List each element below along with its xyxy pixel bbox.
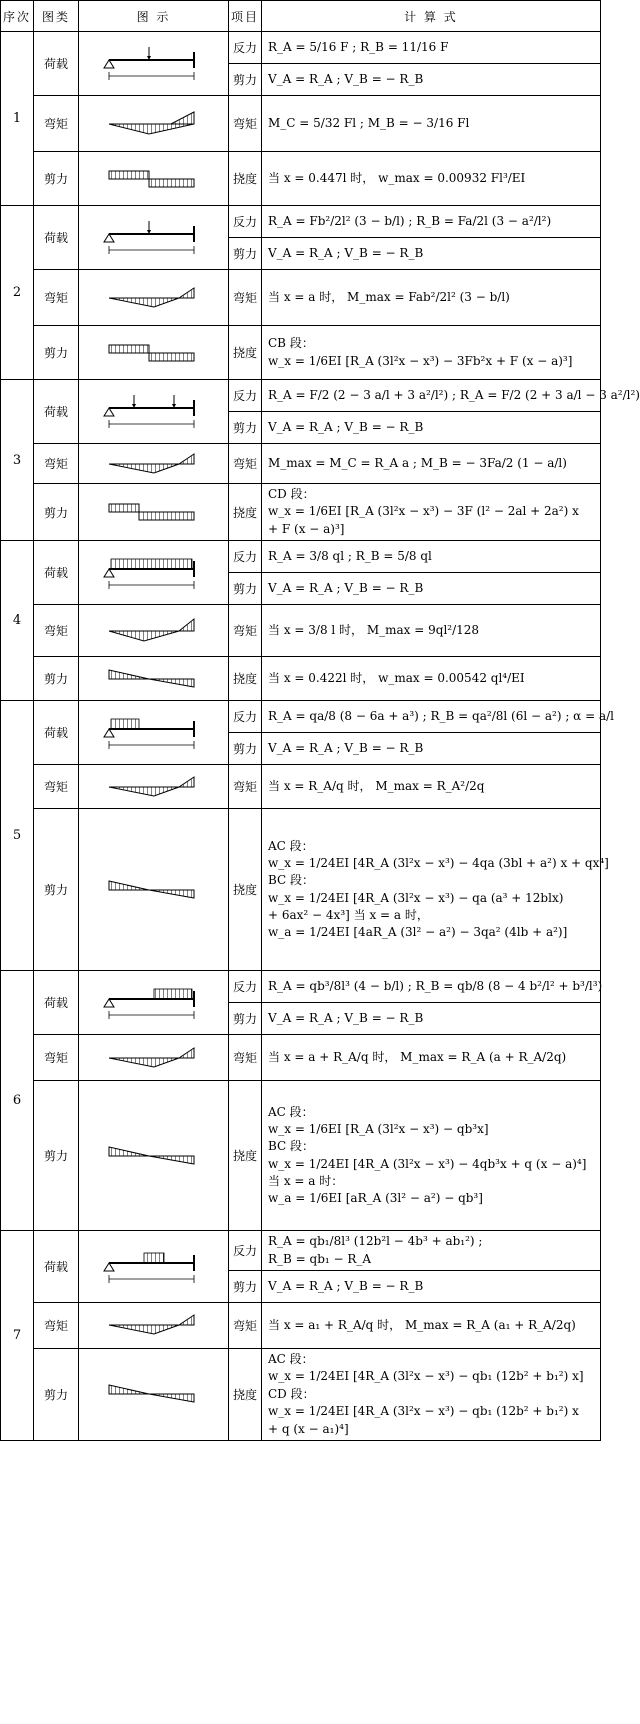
formula-cell	[262, 412, 601, 444]
load-diagram	[99, 555, 209, 591]
diagram-cell	[79, 326, 229, 380]
header-category: 图类	[34, 1, 79, 32]
header-seq: 序次	[1, 1, 34, 32]
table-row	[1, 380, 601, 412]
table-row	[1, 1348, 601, 1440]
shear-diagram	[99, 1376, 209, 1412]
pin-support-icon	[104, 999, 114, 1007]
formula-cell	[262, 206, 601, 238]
diagram-cell	[79, 1348, 229, 1440]
formula-line: R_A = F/2 (2 − 3 a/l + 3 a²/l²) ; R_A = F/2 (2 + 3 a/l − 3 a²/l²)	[268, 387, 640, 402]
item-label: 弯矩	[229, 765, 262, 809]
formula-line: + F (x − a)³]	[268, 521, 345, 536]
table-row	[1, 657, 601, 701]
formula-cell	[262, 701, 614, 733]
formula-cell	[262, 733, 601, 765]
formula-cell	[262, 1270, 601, 1302]
item-label: 反力	[229, 380, 262, 412]
item-label: 挠度	[229, 1348, 262, 1440]
shear-negative-block	[139, 512, 194, 520]
formula-cell	[262, 484, 601, 541]
pin-support-icon	[104, 408, 114, 416]
formula-line: V_A = R_A ; V_B = − R_B	[268, 1278, 424, 1293]
formula-cell	[262, 573, 601, 605]
diagram-category: 荷载	[34, 206, 79, 270]
diagram-category: 剪力	[34, 152, 79, 206]
diagram-category: 荷载	[34, 541, 79, 605]
formula-cell	[262, 270, 601, 326]
item-label: 反力	[229, 1231, 262, 1271]
table-row	[1, 270, 601, 326]
case-number: 4	[1, 541, 34, 701]
formula-cell	[262, 444, 601, 484]
formula-line: 当 x = a + R_A/q 时， M_max = R_A (a + R_A/2q)	[268, 1049, 567, 1064]
item-label: 剪力	[229, 733, 262, 765]
formula-line: + q (x − a₁)⁴]	[268, 1421, 349, 1436]
item-label: 反力	[229, 206, 262, 238]
shear-negative-block	[149, 179, 194, 187]
formula-line: 当 x = a₁ + R_A/q 时， M_max = R_A (a₁ + R_A/2q)	[268, 1317, 576, 1332]
table-row	[1, 605, 601, 657]
distributed-load	[111, 719, 139, 729]
formula-cell	[262, 1348, 601, 1440]
diagram-cell	[79, 444, 229, 484]
table-row	[1, 541, 601, 573]
formula-line: CD 段：	[268, 487, 315, 501]
formula-line: 当 x = 0.422l 时， w_max = 0.00542 ql⁴/EI	[268, 670, 525, 685]
table-row	[1, 326, 601, 380]
table-row	[1, 701, 601, 733]
distributed-load	[154, 989, 192, 999]
diagram-cell	[79, 1302, 229, 1348]
formula-cell	[262, 238, 601, 270]
pin-support-icon	[104, 569, 114, 577]
formula-line: w_x = 1/6EI [R_A (3l²x − x³) − 3Fb²x + F (x − a)³]	[268, 353, 573, 368]
table-row	[1, 444, 601, 484]
table-row	[1, 1035, 601, 1081]
formula-line: w_x = 1/24EI [4R_A (3l²x − x³) − qb₁ (12b² + b₁²) x	[268, 1404, 579, 1419]
shear-diagram	[99, 872, 209, 908]
table-row	[1, 96, 601, 152]
table-row	[1, 765, 601, 809]
formula-line: M_max = M_C = R_A a ; M_B = − 3Fa/2 (1 − a/l)	[268, 455, 567, 470]
item-label: 挠度	[229, 326, 262, 380]
diagram-cell	[79, 1035, 229, 1081]
diagram-cell	[79, 971, 229, 1035]
pin-support-icon	[104, 60, 114, 68]
diagram-category: 荷载	[34, 971, 79, 1035]
pin-support-icon	[104, 729, 114, 737]
shear-positive-block	[109, 504, 139, 512]
header-item: 项目	[229, 1, 262, 32]
shear-diagram-shape	[109, 670, 194, 687]
diagram-cell	[79, 484, 229, 541]
item-label: 弯矩	[229, 270, 262, 326]
formula-line: R_A = Fb²/2l² (3 − b/l) ; R_B = Fa/2l (3 − a²/l²)	[268, 213, 552, 228]
item-label: 剪力	[229, 238, 262, 270]
formula-line: AC 段：	[268, 838, 314, 853]
item-label: 剪力	[229, 1270, 262, 1302]
table-row	[1, 152, 601, 206]
item-label: 挠度	[229, 809, 262, 971]
diagram-category: 荷载	[34, 1231, 79, 1303]
item-label: 反力	[229, 541, 262, 573]
formula-line: R_A = qb₁/8l³ (12b²l − 4b³ + ab₁²) ;	[268, 1234, 483, 1249]
shear-diagram	[99, 161, 209, 197]
item-label: 挠度	[229, 1081, 262, 1231]
item-label: 剪力	[229, 573, 262, 605]
formula-cell	[262, 1302, 601, 1348]
formula-cell	[262, 1035, 601, 1081]
diagram-cell	[79, 270, 229, 326]
diagram-category: 弯矩	[34, 1302, 79, 1348]
diagram-category: 弯矩	[34, 444, 79, 484]
item-label: 剪力	[229, 64, 262, 96]
shear-positive-block	[109, 345, 149, 353]
distributed-load	[144, 1253, 164, 1263]
moment-diagram	[99, 1040, 209, 1076]
table-body	[1, 32, 640, 1441]
formula-line: + 6ax² − 4x³] 当 x = a 时，	[268, 908, 429, 923]
diagram-category: 剪力	[34, 657, 79, 701]
item-label: 弯矩	[229, 605, 262, 657]
formula-line: w_a = 1/6EI [aR_A (3l² − a²) − qb³]	[268, 1191, 483, 1206]
formula-line: w_x = 1/24EI [4R_A (3l²x − x³) − 4qa (3bl + a²) x + qx⁴]	[268, 855, 609, 870]
formula-cell	[262, 152, 601, 206]
shear-diagram-shape	[109, 1147, 194, 1164]
moment-diagram	[99, 613, 209, 649]
moment-diagram	[99, 1307, 209, 1343]
case-number: 2	[1, 206, 34, 380]
item-label: 弯矩	[229, 444, 262, 484]
formula-line: w_x = 1/24EI [4R_A (3l²x − x³) − qb₁ (12b² + b₁²) x]	[268, 1369, 584, 1384]
diagram-cell	[79, 206, 229, 270]
item-label: 反力	[229, 971, 262, 1003]
formula-line: w_a = 1/24EI [4aR_A (3l² − a²) − 3qa² (4lb + a²)]	[268, 925, 568, 940]
formula-cell	[262, 380, 640, 412]
diagram-cell	[79, 701, 229, 765]
shear-diagram	[99, 661, 209, 697]
item-label: 反力	[229, 32, 262, 64]
moment-curve	[109, 288, 194, 307]
moment-curve	[109, 112, 194, 134]
shear-diagram	[99, 1138, 209, 1174]
diagram-cell	[79, 1231, 229, 1303]
moment-curve	[109, 1315, 194, 1334]
table-row	[1, 1081, 601, 1231]
formula-line: V_A = R_A ; V_B = − R_B	[268, 580, 424, 595]
formula-cell	[262, 809, 609, 971]
moment-curve	[109, 1048, 194, 1067]
formula-line: BC 段：	[268, 873, 315, 888]
table-row	[1, 32, 601, 64]
formula-line: 当 x = R_A/q 时， M_max = R_A²/2q	[268, 778, 485, 793]
formula-line: BC 段：	[268, 1139, 315, 1154]
load-diagram	[99, 394, 209, 430]
item-label: 挠度	[229, 152, 262, 206]
moment-diagram	[99, 280, 209, 316]
formula-cell	[262, 326, 601, 380]
shear-diagram-shape	[109, 1385, 194, 1402]
formula-line: w_x = 1/6EI [R_A (3l²x − x³) − 3F (l² − 2al + 2a²) x	[268, 504, 579, 519]
moment-curve	[109, 777, 194, 796]
formula-line: R_A = 5/16 F ; R_B = 11/16 F	[268, 39, 449, 54]
item-label: 弯矩	[229, 1302, 262, 1348]
formula-line: V_A = R_A ; V_B = − R_B	[268, 245, 424, 260]
case-number: 7	[1, 1231, 34, 1441]
table-row	[1, 809, 601, 971]
formula-line: w_x = 1/24EI [4R_A (3l²x − x³) − qa (a³ + 12blx)	[268, 890, 564, 905]
formula-line: AC 段：	[268, 1104, 314, 1119]
formula-cell	[262, 96, 601, 152]
diagram-category: 剪力	[34, 1081, 79, 1231]
diagram-cell	[79, 541, 229, 605]
diagram-cell	[79, 380, 229, 444]
table-header-row	[1, 1, 601, 32]
formula-line: V_A = R_A ; V_B = − R_B	[268, 419, 424, 434]
item-label: 挠度	[229, 657, 262, 701]
diagram-category: 剪力	[34, 1348, 79, 1440]
formula-cell	[262, 64, 601, 96]
diagram-cell	[79, 32, 229, 96]
formula-line: R_B = qb₁ − R_A	[268, 1251, 372, 1266]
shear-negative-block	[149, 353, 194, 361]
formula-cell	[262, 1081, 601, 1231]
formula-line: V_A = R_A ; V_B = − R_B	[268, 71, 424, 86]
shear-diagram-shape	[109, 881, 194, 898]
diagram-category: 弯矩	[34, 96, 79, 152]
moment-diagram	[99, 769, 209, 805]
formula-line: R_A = qb³/8l³ (4 − b/l) ; R_B = qb/8 (8 − 4 b²/l² + b³/l³)	[268, 978, 603, 993]
load-diagram	[99, 985, 209, 1021]
formula-line: 当 x = a 时， M_max = Fab²/2l² (3 − b/l)	[268, 289, 510, 304]
diagram-category: 剪力	[34, 326, 79, 380]
table-row	[1, 1231, 601, 1271]
shear-diagram	[99, 335, 209, 371]
formula-cell	[262, 765, 601, 809]
formula-line: 当 x = 0.447l 时， w_max = 0.00932 Fl³/EI	[268, 170, 526, 185]
formula-line: R_A = qa/8 (8 − 6a + a³) ; R_B = qa²/8l (6l − a²) ; α = a/l	[268, 708, 614, 723]
formula-line: V_A = R_A ; V_B = − R_B	[268, 740, 424, 755]
formula-line: CB 段：	[268, 336, 314, 351]
formula-cell	[262, 605, 601, 657]
header-formula: 计 算 式	[262, 1, 601, 32]
diagram-category: 弯矩	[34, 1035, 79, 1081]
case-number: 5	[1, 701, 34, 971]
diagram-category: 弯矩	[34, 605, 79, 657]
diagram-cell	[79, 765, 229, 809]
diagram-category: 弯矩	[34, 765, 79, 809]
diagram-category: 弯矩	[34, 270, 79, 326]
diagram-cell	[79, 605, 229, 657]
table-row	[1, 484, 601, 541]
moment-diagram	[99, 446, 209, 482]
item-label: 剪力	[229, 1003, 262, 1035]
diagram-category: 荷载	[34, 380, 79, 444]
formula-cell	[262, 1231, 601, 1271]
table-row	[1, 971, 601, 1003]
formula-line: 当 x = 3/8 l 时， M_max = 9ql²/128	[268, 622, 480, 637]
load-diagram	[99, 46, 209, 82]
moment-diagram	[99, 106, 209, 142]
diagram-cell	[79, 1081, 229, 1231]
diagram-category: 荷载	[34, 32, 79, 96]
moment-curve	[109, 619, 194, 641]
formula-line: M_C = 5/32 Fl ; M_B = − 3/16 Fl	[268, 115, 470, 130]
diagram-cell	[79, 96, 229, 152]
diagram-cell	[79, 152, 229, 206]
load-diagram	[99, 715, 209, 751]
load-diagram	[99, 1249, 209, 1285]
shear-positive-block	[109, 171, 149, 179]
shear-diagram	[99, 494, 209, 530]
diagram-category: 剪力	[34, 484, 79, 541]
formula-cell	[262, 32, 601, 64]
diagram-cell	[79, 809, 229, 971]
item-label: 剪力	[229, 412, 262, 444]
formula-cell	[262, 541, 601, 573]
case-number: 3	[1, 380, 34, 541]
item-label: 弯矩	[229, 96, 262, 152]
formula-cell	[262, 971, 601, 1003]
formula-cell	[262, 1003, 601, 1035]
formula-line: w_x = 1/24EI [4R_A (3l²x − x³) − 4qb³x + q (x − a)⁴]	[268, 1156, 587, 1171]
formula-line: R_A = 3/8 ql ; R_B = 5/8 ql	[268, 548, 432, 563]
case-number: 1	[1, 32, 34, 206]
diagram-category: 荷载	[34, 701, 79, 765]
formula-line: CD 段：	[268, 1386, 315, 1401]
pin-support-icon	[104, 234, 114, 242]
formula-line: V_A = R_A ; V_B = − R_B	[268, 1010, 424, 1025]
formula-cell	[262, 657, 601, 701]
diagram-category: 剪力	[34, 809, 79, 971]
pin-support-icon	[104, 1263, 114, 1271]
item-label: 挠度	[229, 484, 262, 541]
load-diagram	[99, 220, 209, 256]
case-number: 6	[1, 971, 34, 1231]
item-label: 反力	[229, 701, 262, 733]
table-row	[1, 206, 601, 238]
item-label: 弯矩	[229, 1035, 262, 1081]
table-row	[1, 1302, 601, 1348]
distributed-load	[111, 559, 192, 569]
formula-line: 当 x = a 时：	[268, 1174, 344, 1189]
formula-line: w_x = 1/6EI [R_A (3l²x − x³) − qb³x]	[268, 1121, 489, 1136]
formula-line: AC 段：	[268, 1351, 314, 1366]
diagram-cell	[79, 657, 229, 701]
moment-curve	[109, 454, 194, 473]
header-figure: 图 示	[79, 1, 229, 32]
